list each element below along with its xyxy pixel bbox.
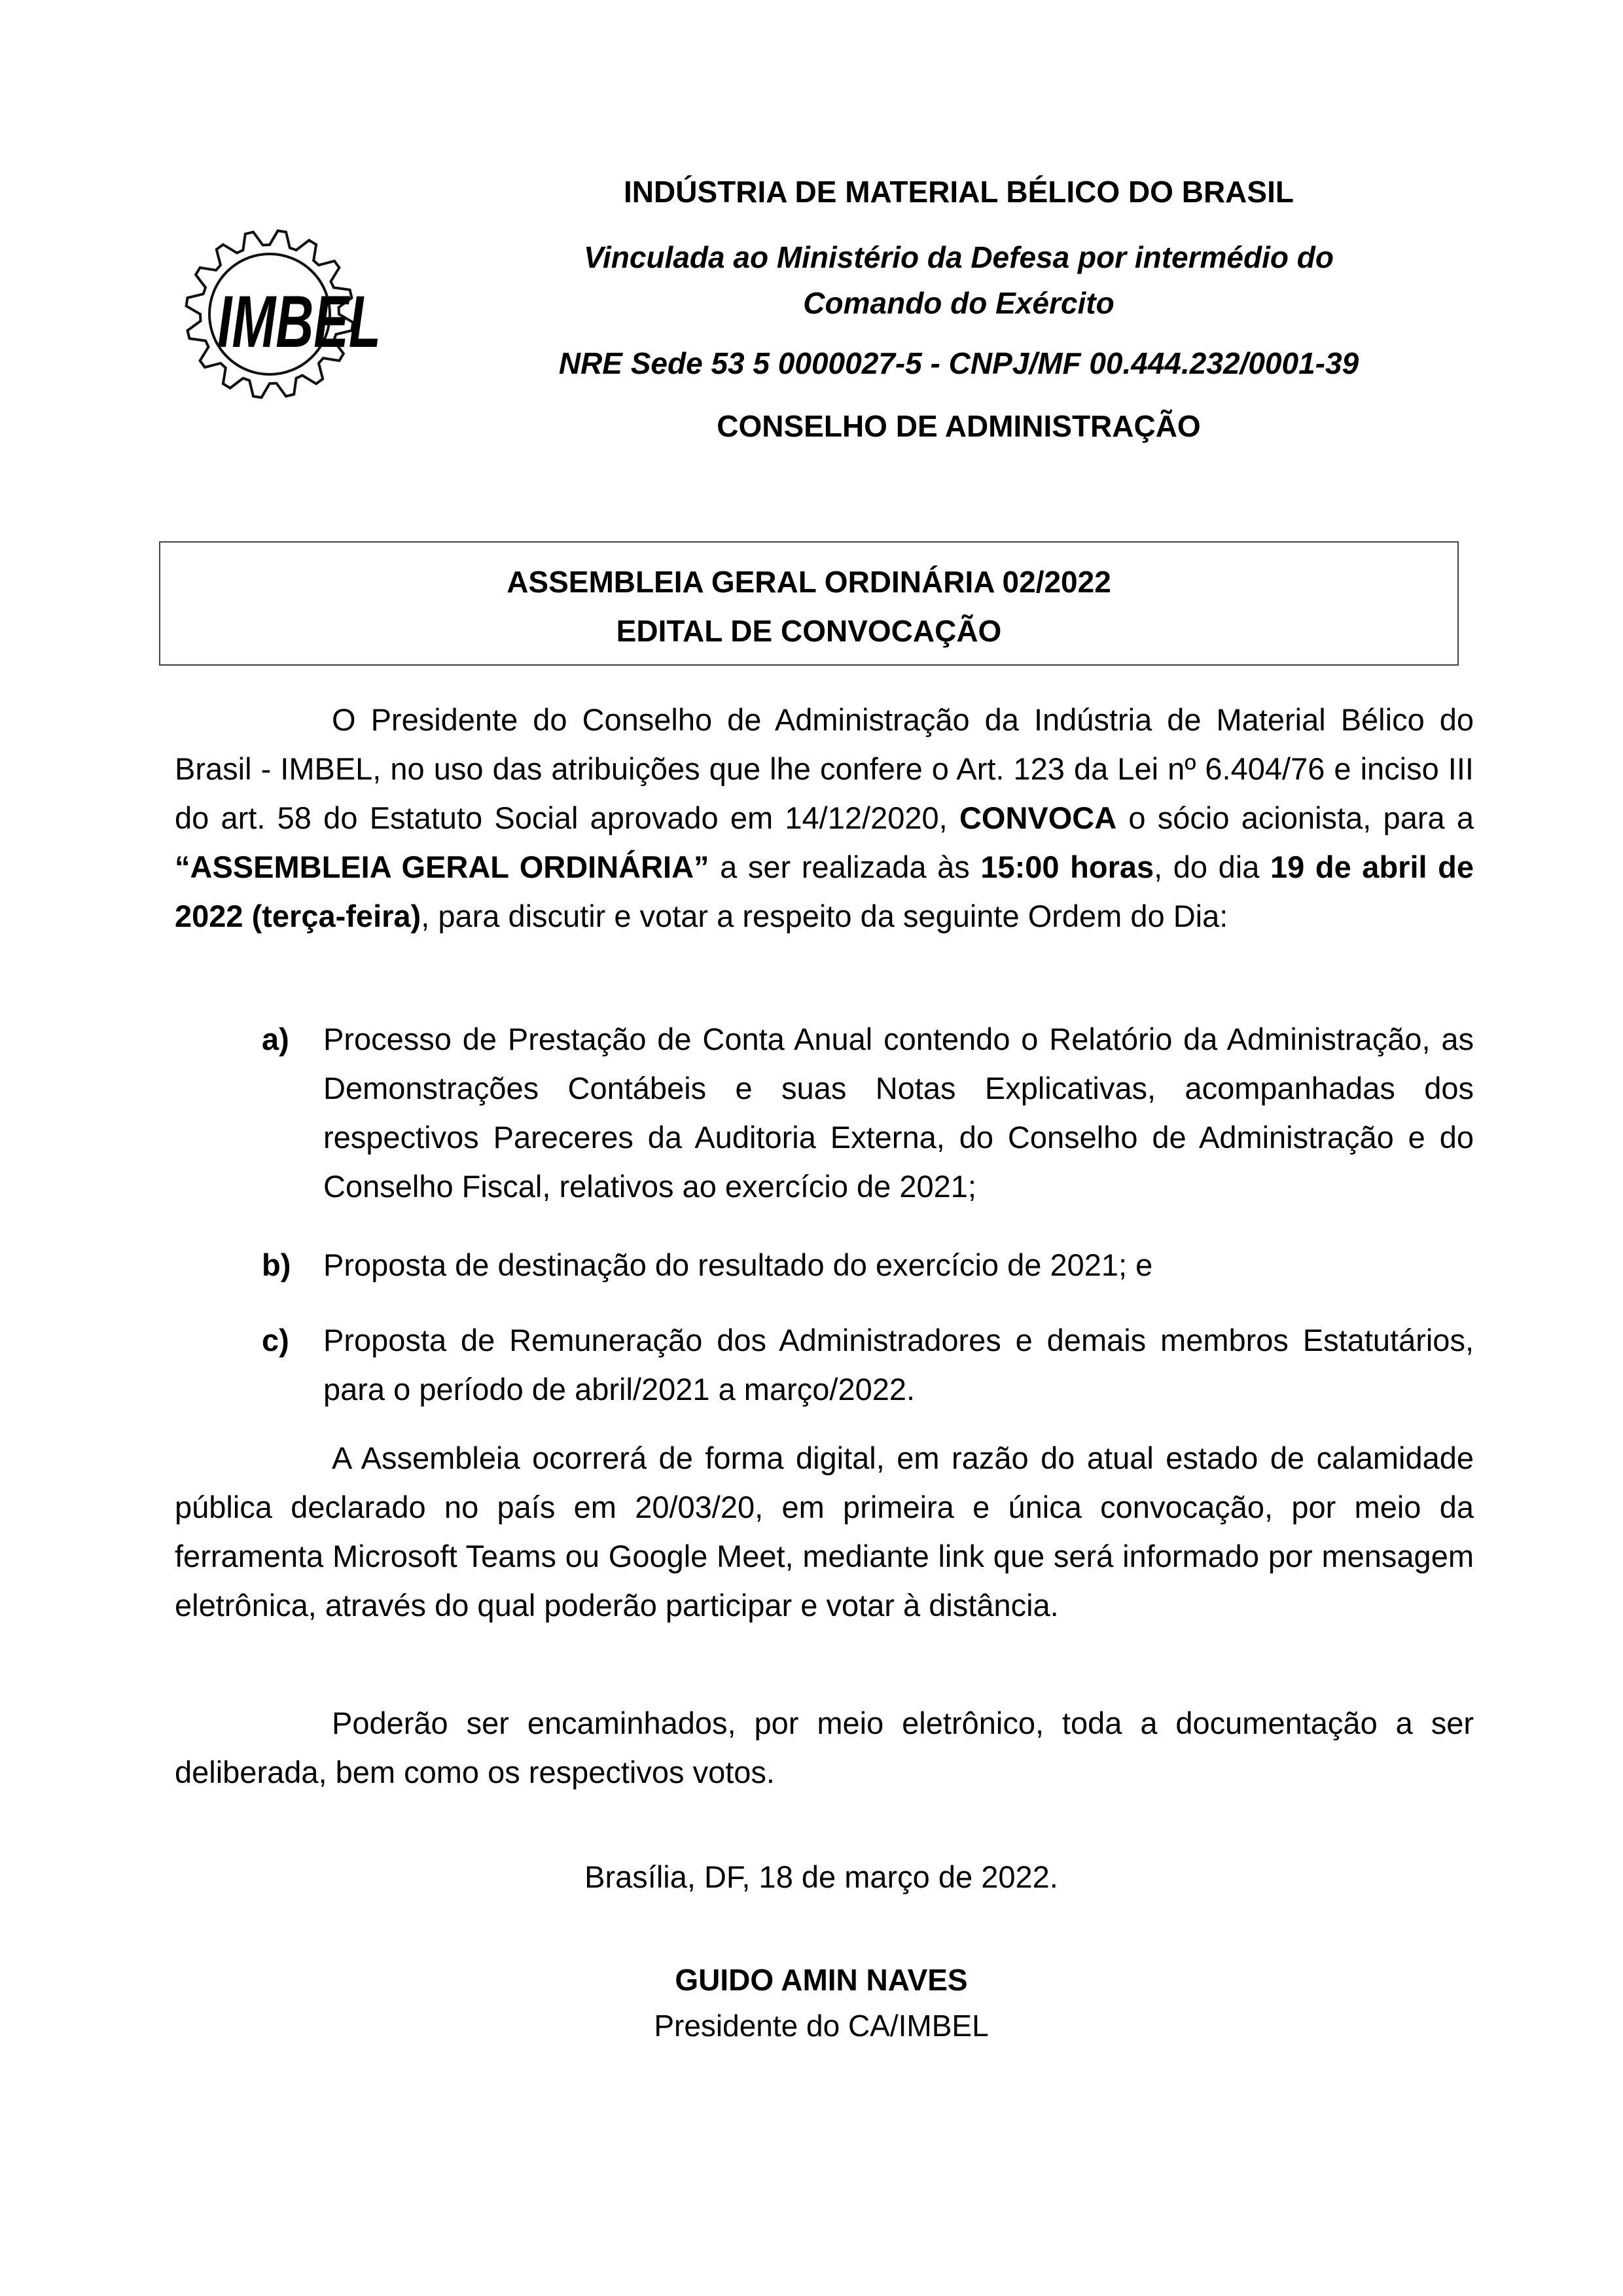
title-box xyxy=(159,541,1459,666)
agenda-marker: b) xyxy=(262,1247,291,1282)
signatory-role: Presidente do CA/IMBEL xyxy=(654,2009,989,2043)
intro-assembly: “ASSEMBLEIA GERAL ORDINÁRIA” xyxy=(175,850,709,884)
imbel-logo xyxy=(171,226,387,403)
linkage-line-1: Vinculada ao Ministério da Defesa por intermédio do xyxy=(584,240,1334,274)
digital-assembly-paragraph: A Assembleia ocorrerá de forma digital, em razão do atual estado de calamidade pública declarado no país em 20/03/20, em primeira e única convocação, por meio da ferramenta Microsoft Teams ou Google Meet, mediante link que será informado por mensagem eletrônica, através do qual poderão participar e votar à distância. xyxy=(175,1441,1474,1623)
logo-text: IMBEL xyxy=(217,281,381,363)
signatory-name: GUIDO AMIN NAVES xyxy=(675,1963,968,1997)
intro-date: 19 de abril de 2022 (terça-feira) xyxy=(175,850,1474,933)
intro-text-2: o sócio acionista, para a xyxy=(1116,800,1474,835)
documentation-paragraph: Poderão ser encaminhados, por meio eletrônico, toda a documentação a ser deliberada, bem como os respectivos votos. xyxy=(175,1706,1474,1789)
registry-line: NRE Sede 53 5 0000027-5 - CNPJ/MF 00.444.232/0001-39 xyxy=(558,346,1359,380)
organization-name: INDÚSTRIA DE MATERIAL BÉLICO DO BRASIL xyxy=(624,175,1294,209)
intro-text-5: , para discutir e votar a respeito da seguinte Ordem do Dia: xyxy=(421,899,1228,933)
intro-time: 15:00 horas xyxy=(980,850,1154,884)
agenda-item xyxy=(262,1240,1474,1289)
agenda-item xyxy=(262,1014,1474,1211)
agenda-text: Processo de Prestação de Conta Anual contendo o Relatório da Administração, as Demonstrações Contábeis e suas Notas Explicativas, acompanhadas dos respectivos Pareceres da Auditoria Externa, do Conselho de Administração e do Conselho Fiscal, relativos ao exercício de 2021; xyxy=(323,1022,1474,1204)
intro-text-1: O Presidente do Conselho de Administração da Indústria de Material Bélico do Brasil - IMBEL, no uso das atribuições que lhe confere o Art. 123 da Lei nº 6.404/76 e inciso III do art. 58 do Estatuto Social aprovado em 14/12/2020, xyxy=(175,702,1474,835)
gear-icon xyxy=(171,226,387,403)
intro-text-4: , do dia xyxy=(1154,850,1270,884)
agenda-text: Proposta de destinação do resultado do exercício de 2021; e xyxy=(323,1247,1153,1282)
intro-convoca: CONVOCA xyxy=(959,800,1117,835)
intro-paragraph xyxy=(175,695,1474,941)
council-name: CONSELHO DE ADMINISTRAÇÃO xyxy=(717,409,1201,443)
linkage-line-2: Comando do Exército xyxy=(803,286,1115,320)
intro-text-3: a ser realizada às xyxy=(709,850,981,884)
agenda-marker: a) xyxy=(262,1022,289,1056)
place-date: Brasília, DF, 18 de março de 2022. xyxy=(584,1859,1058,1894)
notice-title: EDITAL DE CONVOCAÇÃO xyxy=(616,614,1002,648)
assembly-title: ASSEMBLEIA GERAL ORDINÁRIA 02/2022 xyxy=(507,565,1111,599)
agenda-marker: c) xyxy=(262,1323,289,1357)
agenda-text: Proposta de Remuneração dos Administradores e demais membros Estatutários, para o período de abril/2021 a março/2022. xyxy=(323,1323,1474,1407)
agenda-item xyxy=(262,1316,1474,1414)
